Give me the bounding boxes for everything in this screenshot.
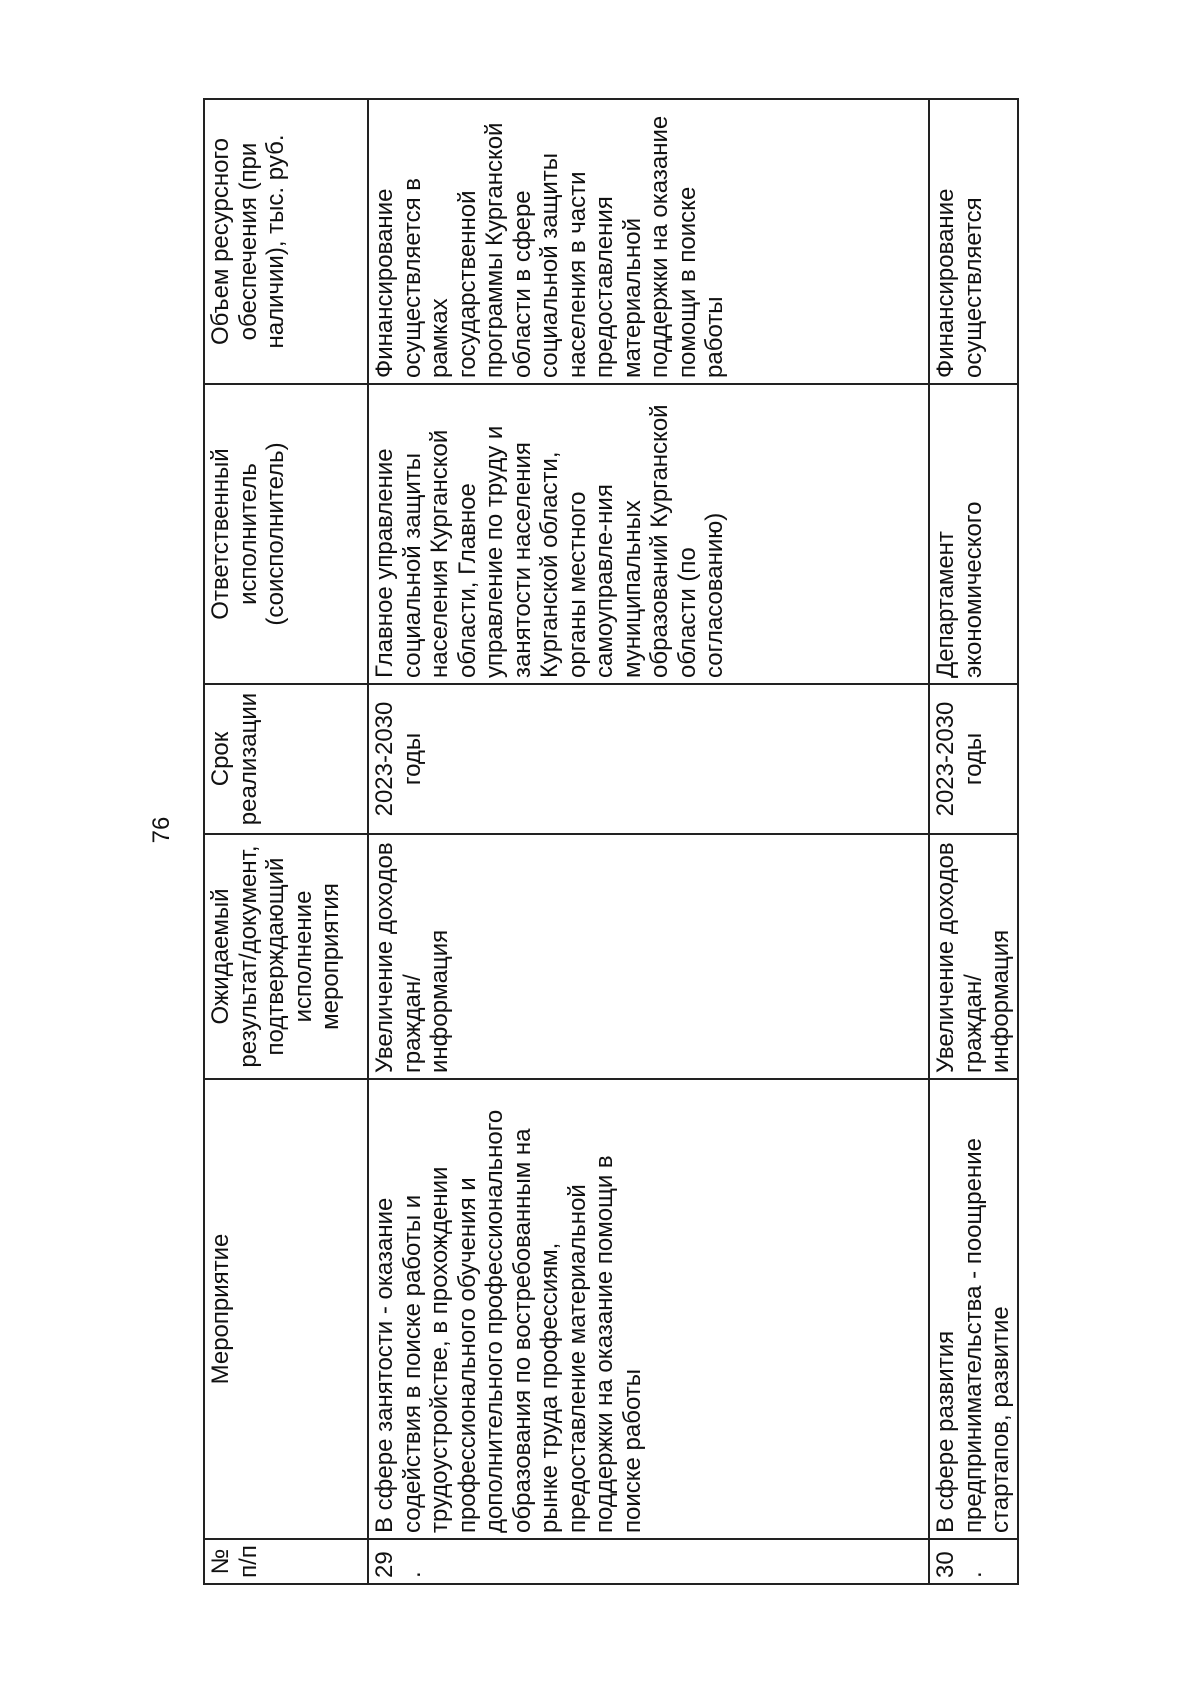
measures-table — [203, 98, 1019, 1585]
cell-result: Увеличение доходов граждан/ информация — [929, 834, 1018, 1079]
header-term: Срок реализации — [204, 684, 368, 834]
cell-num: 29. — [368, 1539, 929, 1584]
cell-activity: В сфере развития предпринимательства - поощрение стартапов, развитие — [929, 1079, 1018, 1539]
cell-resources: Финансирование осуществляется — [929, 99, 1018, 384]
cell-num: 30. — [929, 1539, 1018, 1584]
cell-term: 2023-2030 годы — [929, 684, 1018, 834]
cell-executor: Главное управление социальной защиты населения Курганской области, Главное управление по труду и занятости населения Курганской области, органы местного самоуправле-ния муниципальных образований Курганской области (по согласованию) — [368, 384, 929, 684]
header-resources: Объем ресурсного обеспечения (при наличии), тыс. руб. — [204, 99, 368, 384]
page-number: 76 — [148, 816, 175, 844]
cell-resources: Финансирование осуществляется в рамках государственной программы Курганской области в сфере социальной защиты населения в части предоставления материальной поддержки на оказание помощи в поиске работы — [368, 99, 929, 384]
header-result: Ожидаемый результат/документ, подтверждающий исполнение мероприятия — [204, 834, 368, 1079]
cell-executor: Департамент экономического — [929, 384, 1018, 684]
header-executor: Ответственный исполнитель (соисполнитель) — [204, 384, 368, 684]
table-row — [929, 99, 1018, 1584]
table-header-row — [204, 99, 368, 1584]
rotated-table-container — [203, 100, 1078, 1585]
table-row — [368, 99, 929, 1584]
cell-result: Увеличение доходов граждан/ информация — [368, 834, 929, 1079]
cell-term: 2023-2030 годы — [368, 684, 929, 834]
cell-activity: В сфере занятости - оказание содействия в поиске работы и трудоустройстве, в прохождении профессионального обучения и дополнительного профессионального образования по востребованным на рынке труда профессиям, предоставление материальной поддержки на оказание помощи в поиске работы — [368, 1079, 929, 1539]
header-activity: Мероприятие — [204, 1079, 368, 1539]
header-num: № п/п — [204, 1539, 368, 1584]
